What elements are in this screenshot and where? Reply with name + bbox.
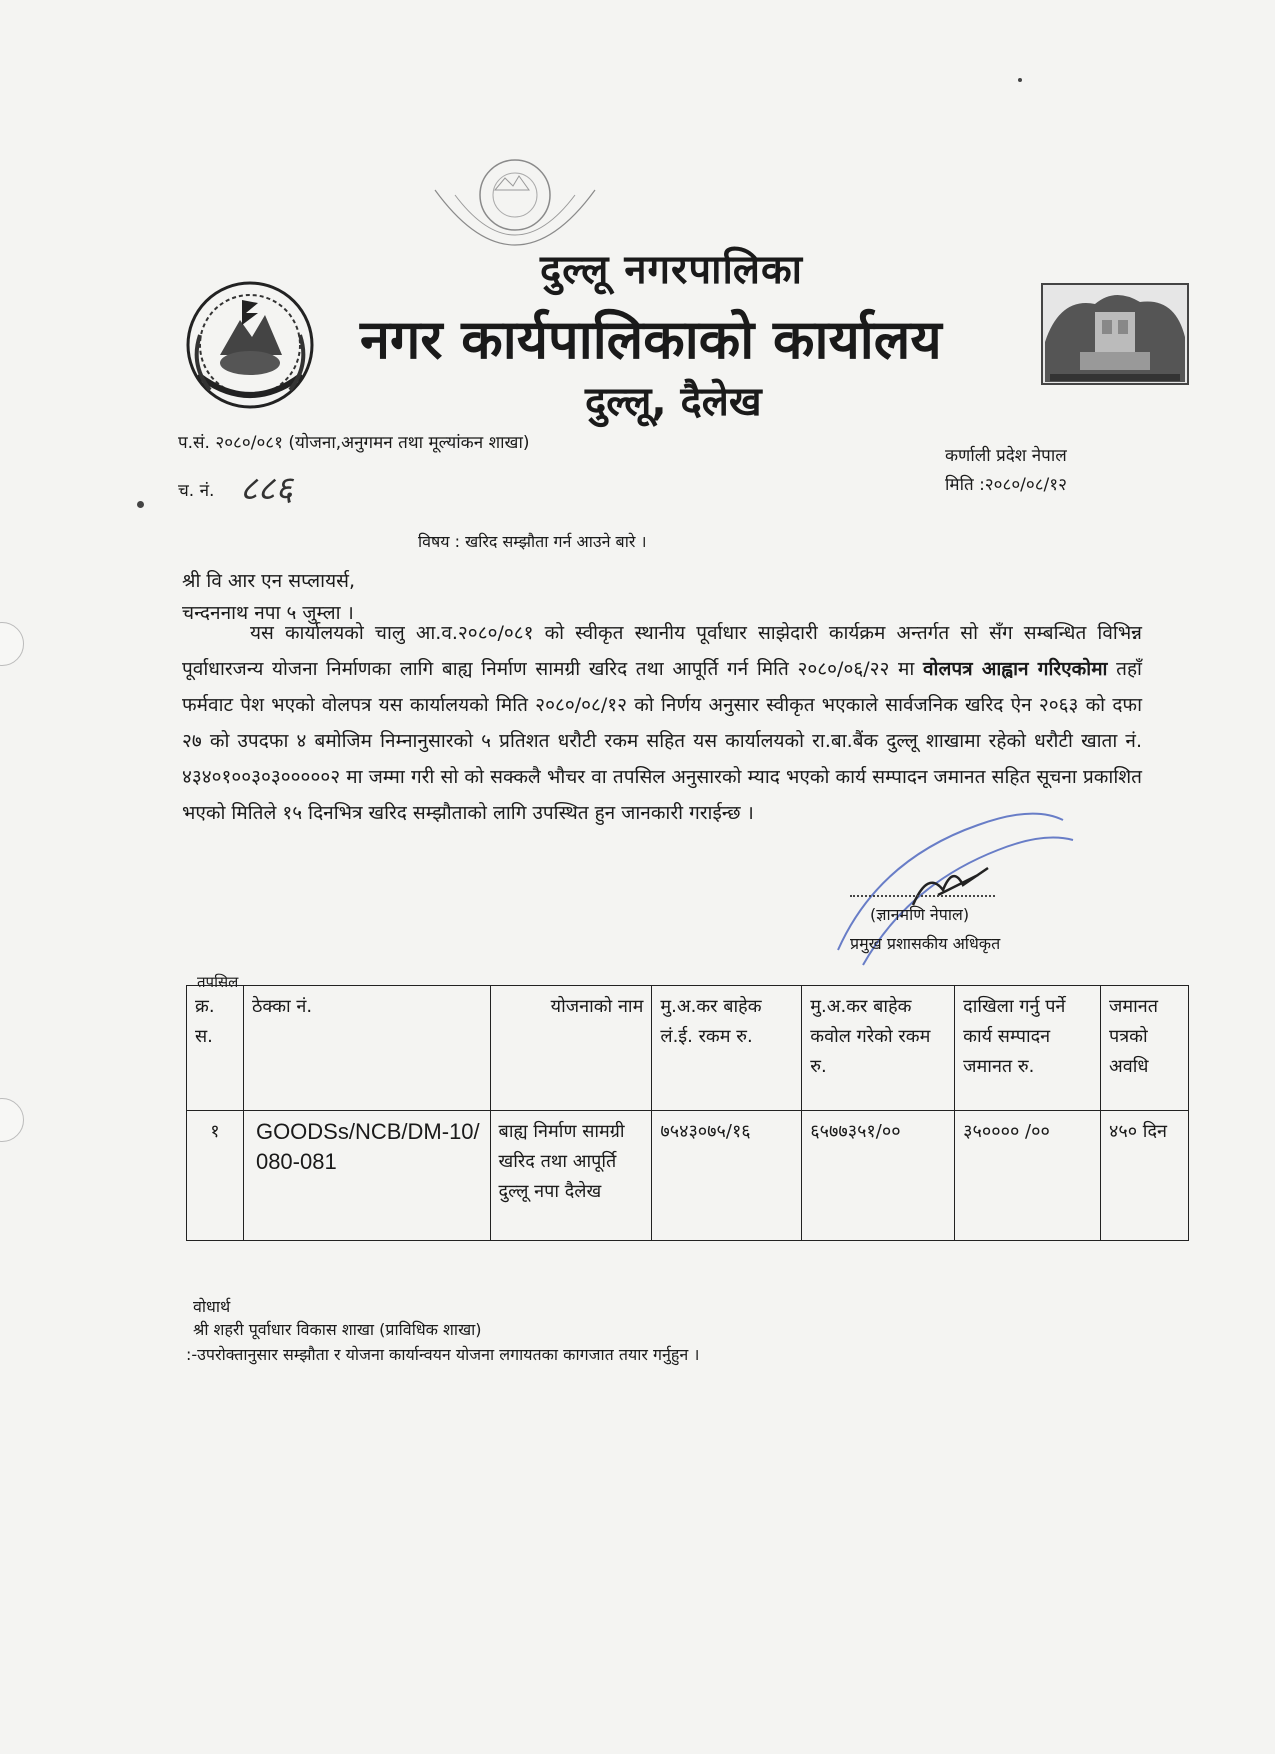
recipient-name: श्री वि आर एन सप्लायर्स, (182, 570, 356, 592)
cell-project-name: बाह्य निर्माण सामग्री खरिद तथा आपूर्ति दुल्लू नपा दैलेख (490, 1111, 652, 1241)
header-project-name: योजनाको नाम (490, 986, 652, 1111)
signatory-title: प्रमुख प्रशासकीय अधिकृत (850, 934, 1001, 953)
dispatch-label: च. नं. (178, 481, 215, 501)
body-paragraph (182, 615, 1142, 831)
dispatch-number-row (178, 460, 293, 509)
contract-table (186, 985, 1189, 1241)
cell-sn: १ (187, 1111, 244, 1241)
table-row (187, 1111, 1189, 1241)
punch-hole-mark (0, 1098, 24, 1142)
header-validity: जमानत पत्रको अवधि (1101, 986, 1189, 1111)
signature-line (850, 895, 995, 897)
punch-hole-mark (0, 622, 24, 666)
office-location: दुल्लू, दैलेख (585, 379, 762, 425)
header-accepted-amount: मु.अ.कर बाहेक कवोल गरेको रकम रु. (802, 986, 955, 1111)
table-header-row (187, 986, 1189, 1111)
municipality-name: दुल्लू नगरपालिका (540, 247, 804, 293)
cell-accepted-amount: ६५७७३५१/०० (802, 1111, 955, 1241)
cell-estimate: ७५४३०७५/१६ (652, 1111, 802, 1241)
body-text-part2: तहाँ फर्मवाट पेश भएको वोलपत्र यस कार्यालयको मिति २०८०/०८/१२ को निर्णय अनुसार स्वीकृत भएकाले सार्वजनिक खरिद ऐन २०६३ को दफा २७ को उपदफा ४ बमोजिम निम्नानुसारको ५ प्रतिशत धरौटी रकम सहित यस कार्यालयको रा.बा.बैंक दुल्लू शाखामा रहेको धरौटी खाता नं. ४३४०१००३०३०००००२ मा जम्मा गरी सो को सक्कलै भौचर वा तपसिल अनुसारको म्याद भएको कार्य सम्पादन जमानत सहित सूचना प्रकाशित भएको मितिले १५ दिनभित्र खरिद सम्झौताको लागि उपस्थित हुन जानकारी गराईन्छ । (182, 658, 1142, 824)
header-sn: क्र. स. (187, 986, 244, 1111)
municipality-photo-logo (1040, 282, 1190, 392)
body-text-bold: वोलपत्र आह्वान गरिएकोमा (922, 658, 1108, 680)
header-estimate: मु.अ.कर बाहेक लं.ई. रकम रु. (652, 986, 802, 1111)
signatory-name: (ज्ञानमणि नेपाल) (870, 905, 970, 924)
dispatch-number: ८८६ (239, 469, 293, 509)
letter-date: मिति :२०८०/०८/१२ (945, 475, 1067, 495)
header-contract-no: ठेक्का नं. (243, 986, 490, 1111)
cell-contract-no: GOODSs/NCB/DM-10/080-081 (243, 1111, 490, 1241)
reference-number: प.सं. २०८०/०८१ (योजना,अनुगमन तथा मूल्यांकन शाखा) (178, 433, 530, 453)
schedule-caption: तपसिल (197, 973, 239, 991)
header-guarantee: दाखिला गर्नु पर्ने कार्य सम्पादन जमानत रु. (955, 986, 1101, 1111)
scan-speck (137, 501, 144, 508)
cc-label: वोधार्थ (193, 1297, 231, 1316)
nepal-emblem-logo (180, 275, 320, 415)
cc-note: :-उपरोक्तानुसार सम्झौता र योजना कार्यान्वयन योजना लगायतका कागजात तयार गर्नुहुन । (186, 1345, 700, 1364)
office-name: नगर कार्यपालिकाको कार्यालय (360, 308, 942, 371)
cc-recipient: श्री शहरी पूर्वाधार विकास शाखा (प्राविधिक शाखा) (193, 1320, 482, 1339)
recipient-address: चन्दननाथ नपा ५ जुम्ला । (182, 602, 354, 624)
scan-speck (1018, 78, 1022, 82)
province-line: कर्णाली प्रदेश नेपाल (945, 446, 1067, 466)
subject-line: विषय : खरिद सम्झौता गर्न आउने बारे । (418, 532, 647, 551)
cell-validity: ४५० दिन (1101, 1111, 1189, 1241)
body-text-part1: यस कार्यालयको चालु आ.व.२०८०/०८१ को स्वीकृत स्थानीय पूर्वाधार साझेदारी कार्यक्रम अन्तर्गत सो सँग सम्बन्धित विभिन्न पूर्वाधारजन्य योजना निर्माणका लागि बाह्य निर्माण सामग्री खरिद तथा आपूर्ति गर्न मिति २०८०/०६/२२ मा (182, 622, 1142, 680)
cell-guarantee: ३५०००० /०० (955, 1111, 1101, 1241)
